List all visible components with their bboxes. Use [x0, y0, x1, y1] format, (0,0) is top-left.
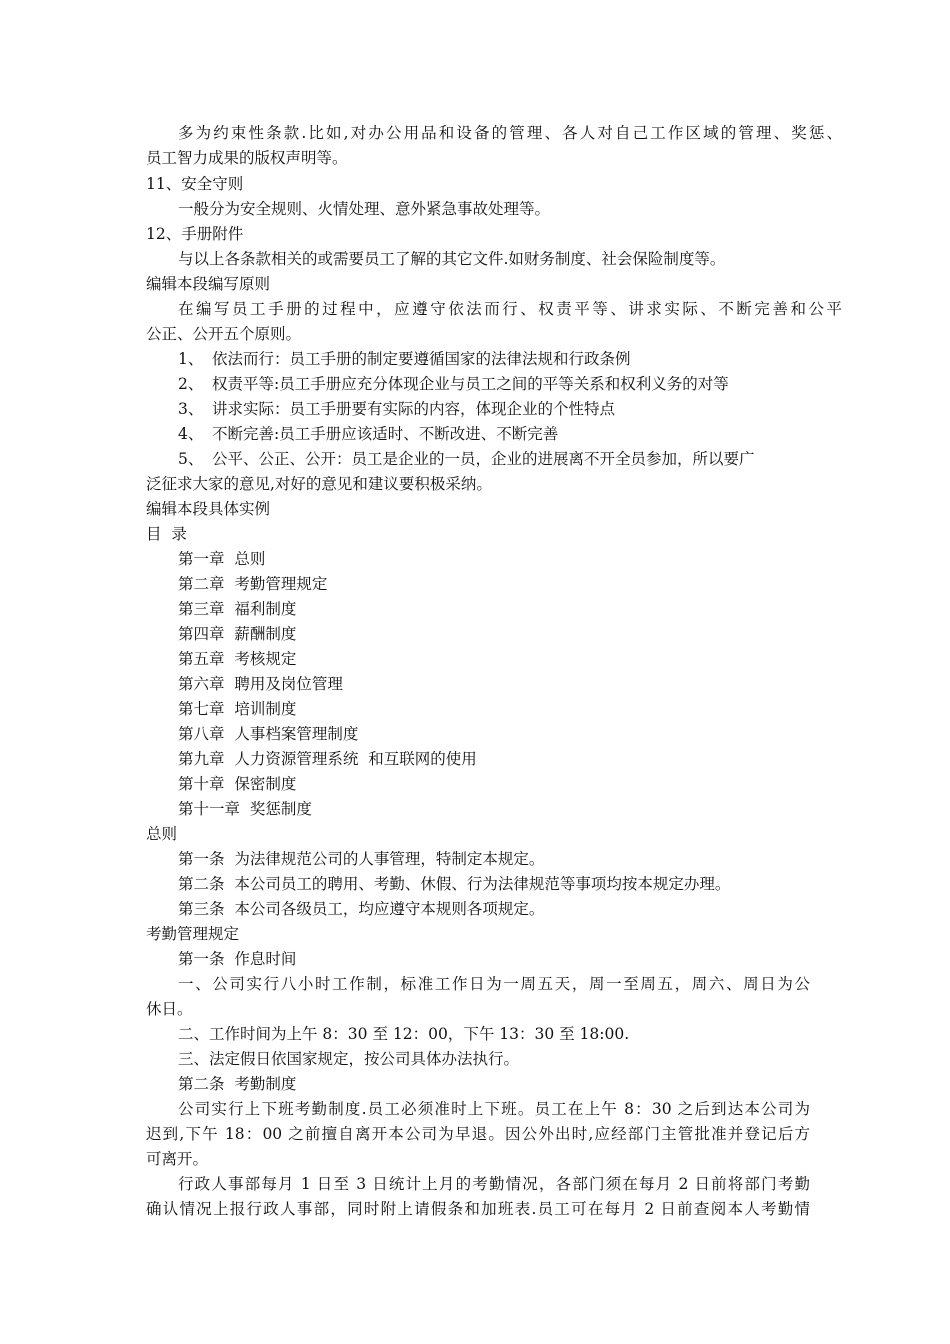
toc-title: 目 录 — [146, 525, 187, 543]
paragraph-line: 迟到,下午 18：00 之前擅自离开本公司为早退。因公外出时,应经部门主管批准并登记后方 — [146, 1125, 810, 1143]
list-text: 依法而行：员工手册的制定要遵循国家的法律法规和行政条例 — [212, 350, 631, 368]
list-number: 1、 — [178, 350, 204, 368]
toc-item: 第一章 总则 — [178, 550, 266, 568]
paragraph-line: 一般分为安全规则、火情处理、意外紧急事故处理等。 — [178, 200, 551, 218]
paragraph-line: 三、法定假日依国家规定，按公司具体办法执行。 — [178, 1050, 520, 1068]
toc-item: 第四章 薪酬制度 — [178, 625, 297, 643]
paragraph-line: 多为约束性条款.比如,对办公用品和设备的管理、各人对自己工作区域的管理、奖惩、 — [178, 124, 842, 142]
section-heading: 考勤管理规定 — [146, 925, 240, 943]
paragraph-line: 二、工作时间为上午 8：30 至 12：00，下午 13：30 至 18:00. — [178, 1025, 630, 1043]
article-line: 第一条 为法律规范公司的人事管理，特制定本规定。 — [178, 850, 545, 868]
toc-item: 第十章 保密制度 — [178, 775, 297, 793]
list-number: 5、 — [178, 450, 204, 468]
paragraph-line: 员工智力成果的版权声明等。 — [146, 149, 348, 167]
paragraph-line: 一、公司实行八小时工作制，标准工作日为一周五天，周一至周五，周六、周日为公 — [178, 975, 810, 993]
section-heading: 编辑本段编写原则 — [146, 275, 271, 293]
toc-item: 第十一章 奖惩制度 — [178, 800, 312, 818]
list-item — [178, 397, 615, 422]
list-text: 公平、公正、公开：员工是企业的一员，企业的进展离不开全员参加，所以要广 — [212, 450, 755, 468]
article-line: 第二条 本公司员工的聘用、考勤、休假、行为法律规范等事项均按本规定办理。 — [178, 875, 731, 893]
paragraph-line: 行政人事部每月 1 日至 3 日统计上月的考勤情况，各部门须在每月 2 日前将部门考勤 — [178, 1175, 810, 1193]
section-heading: 总则 — [146, 825, 178, 843]
toc-item: 第九章 人力资源管理系统 和互联网的使用 — [178, 750, 477, 768]
toc-item: 第七章 培训制度 — [178, 700, 297, 718]
toc-item: 第二章 考勤管理规定 — [178, 575, 328, 593]
section-heading: 12、手册附件 — [146, 225, 244, 243]
paragraph-line: 休日。 — [146, 1000, 193, 1018]
paragraph-line: 可离开。 — [146, 1150, 209, 1168]
paragraph-line: 在编写员工手册的过程中，应遵守依法而行、权责平等、讲求实际、不断完善和公平 — [178, 300, 842, 318]
list-number: 3、 — [178, 400, 204, 418]
list-text: 权责平等:员工手册应充分体现企业与员工之间的平等关系和权利义务的对等 — [212, 375, 729, 393]
section-heading: 11、安全守则 — [146, 175, 244, 193]
paragraph-line: 公司实行上下班考勤制度.员工必须准时上下班。员工在上午 8：30 之后到达本公司为 — [178, 1100, 810, 1118]
article-line: 第二条 考勤制度 — [178, 1075, 297, 1093]
paragraph-line: 与以上各条款相关的或需要员工了解的其它文件.如财务制度、社会保险制度等。 — [178, 250, 726, 268]
toc-item: 第三章 福利制度 — [178, 600, 297, 618]
list-item — [178, 447, 810, 472]
list-text: 不断完善:员工手册应该适时、不断改进、不断完善 — [212, 425, 559, 443]
paragraph-line: 确认情况上报行政人事部，同时附上请假条和加班表.员工可在每月 2 日前查阅本人考勤情 — [146, 1200, 810, 1218]
toc-item: 第六章 聘用及岗位管理 — [178, 675, 343, 693]
article-line: 第一条 作息时间 — [178, 950, 297, 968]
article-line: 第三条 本公司各级员工，均应遵守本规则各项规定。 — [178, 900, 545, 918]
paragraph-line: 公正、公开五个原则。 — [146, 325, 302, 343]
list-item — [178, 422, 558, 447]
paragraph-line: 泛征求大家的意见,对好的意见和建议要积极采纳。 — [146, 475, 492, 493]
section-heading: 编辑本段具体实例 — [146, 500, 271, 518]
list-item — [178, 372, 729, 397]
list-text: 讲求实际：员工手册要有实际的内容，体现企业的个性特点 — [212, 400, 616, 418]
list-item — [178, 347, 631, 372]
list-number: 4、 — [178, 425, 204, 443]
list-number: 2、 — [178, 375, 204, 393]
toc-item: 第五章 考核规定 — [178, 650, 297, 668]
toc-item: 第八章 人事档案管理制度 — [178, 725, 359, 743]
